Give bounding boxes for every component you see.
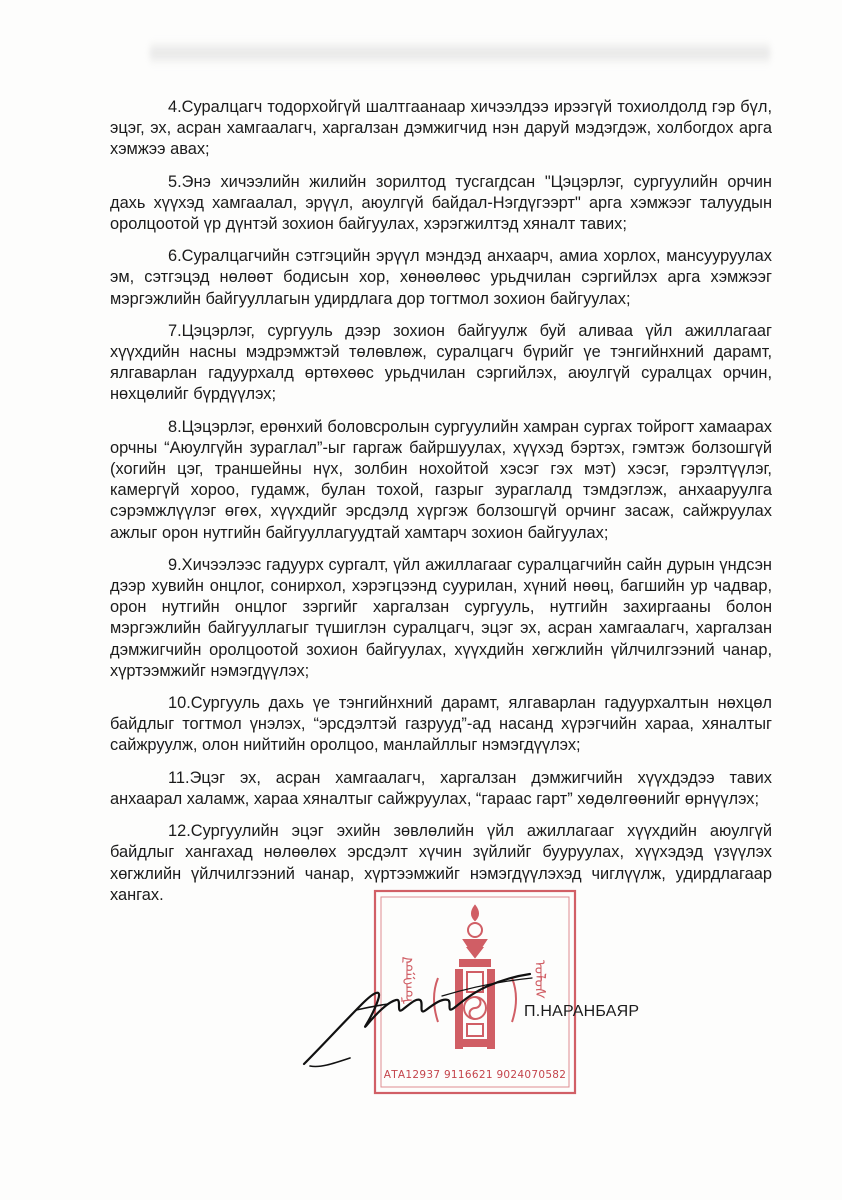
faded-header: [150, 40, 770, 66]
document-body: [110, 97, 772, 917]
paragraph-12: 12.Сургуулийн эцэг эхийн зөвлөлийн үйл ажиллагааг хүүхдийн аюулгүй байдлыг хангахад нөлөөлөх эрсдэлт хүчин зүйлийг бууруулах, хүүхэдэд үзүүлэх хөгжлийн үйлчилгээний чанар, хүртээмжийг нэмэгдүүлэхэд чиглүүлж, удирдлагаар хангах.: [110, 822, 772, 904]
paragraph-4: 4.Суралцагч тодорхойгүй шалтгаанаар хичээлдээ ирээгүй тохиолдолд гэр бүл, эцэг, эх, асран хамгаалагч, харгалзан дэмжигчид нэн даруй мэдэгдэж, холбогдох арга хэмжээ авах;: [110, 98, 772, 159]
signature-icon: [292, 960, 552, 1070]
paragraph-5: 5.Энэ хичээлийн жилийн зорилтод тусгагдсан "Цэцэрлэг, сургуулийн орчин дахь хүүхэд хамгаалал, эрүүл, аюулгүй байдал-Нэгдүгээрт" арга хэмжээг талуудын оролцоотой үр дүнтэй зохион байгуулах, хэрэгжилтэд хяналт тавих;: [110, 172, 772, 234]
stamp-registration-number: АТА12937 9116621 9024070582: [383, 1069, 567, 1081]
paragraph-9: 9.Хичээлээс гадуурх сургалт, үйл ажиллагааг суралцагчийн сайн дурын үндсэн дээр хувийн онцлог, сонирхол, хэрэгцээнд суурилан, хүний нөөц, багшийн ур чадвар, орон нутгийн онцлог зэргийг харгалзан сургууль, нутгийн захиргааны болон мэргэжлийн байгууллагыг түшиглэн суралцагч, эцэг эх, асран хамгаалагч, харгалзан дэмжигчийн оролцоотой зохион байгуулах, хүүхдийн хөгжлийн үйлчилгээний чанар, хүртээмжийг нэмэгдүүлэх;: [110, 555, 772, 680]
paragraph-7: 7.Цэцэрлэг, сургууль дээр зохион байгуулж буй аливаа үйл ажиллагааг хүүхдийн насны мэдрэмжтэй төлөвлөж, суралцагч бүрийг үе тэнгийнхний дарамт, ялгаварлан гадуурхалд өртөхөөс урьдчилан сэргийлэх, аюулгүй суралцах орчин, нөхцөлийг бүрдүүлэх;: [110, 321, 772, 404]
stamp-mongol-script-left: ᠮᠣᠩᠭᠣᠯ: [399, 956, 417, 1004]
paragraph-10: 10.Сургууль дахь үе тэнгийнхний дарамт, ялгаварлан гадуурхалтын нөхцөл байдлыг тогтмол үнэлэх, “эрсдэлтэй газрууд”-ад насанд хүрэгчийн хараа, хяналтыг сайжруулж, олон нийтийн оролцоо, манлайллыг нэмэгдүүлэх;: [110, 694, 772, 755]
paragraph-11: 11.Эцэг эх, асран хамгаалагч, харгалзан дэмжигчийн хүүхдэдээ тавих анхаарал халамж, хараа хяналтыг сайжруулах, “гараас гарт” хөдөлгөөнийг өрнүүлэх;: [110, 768, 772, 808]
paragraph-6: 6.Суралцагчийн сэтгэцийн эрүүл мэндэд анхаарч, амиа хорлох, мансууруулах эм, сэтгэцэд нөлөөт бодисын хор, хөнөөлөөс урьдчилан сэргийлэх арга хэмжээг мэргэжлийн байгууллагын удирдлага дор тогтмол зохион байгуулах;: [110, 247, 772, 308]
signer-name: П.НАРАНБАЯР: [524, 1003, 640, 1020]
paragraph-8: 8.Цэцэрлэг, ерөнхий боловсролын сургуулийн хамран сургах тойрогт хамаарах орчны “Аюулгүйн зураглал”-ыг гаргаж байршуулах, хүүхэд бэртэх, гэмтэж болзошгүй (хогийн цэг, траншейны нүх, золбин нохойтой хэсэг гэх мэт) хэсэг, гэрэлтүүлэг, камергүй хороо, гудамж, булан тохой, газрыг зураглалд тэмдэглэж, анхааруулга сэрэмжлүүлэг өгөх, хүүхдийг эрсдэлд хүргэж болзошгүй орчинг засаж, сайжруулах ажлыг орон нутгийн байгууллагуудтай хамтарч зохион байгуулах;: [110, 417, 772, 542]
stamp-mongol-script-right: ᠤᠯᠤᠰ: [531, 960, 549, 1000]
